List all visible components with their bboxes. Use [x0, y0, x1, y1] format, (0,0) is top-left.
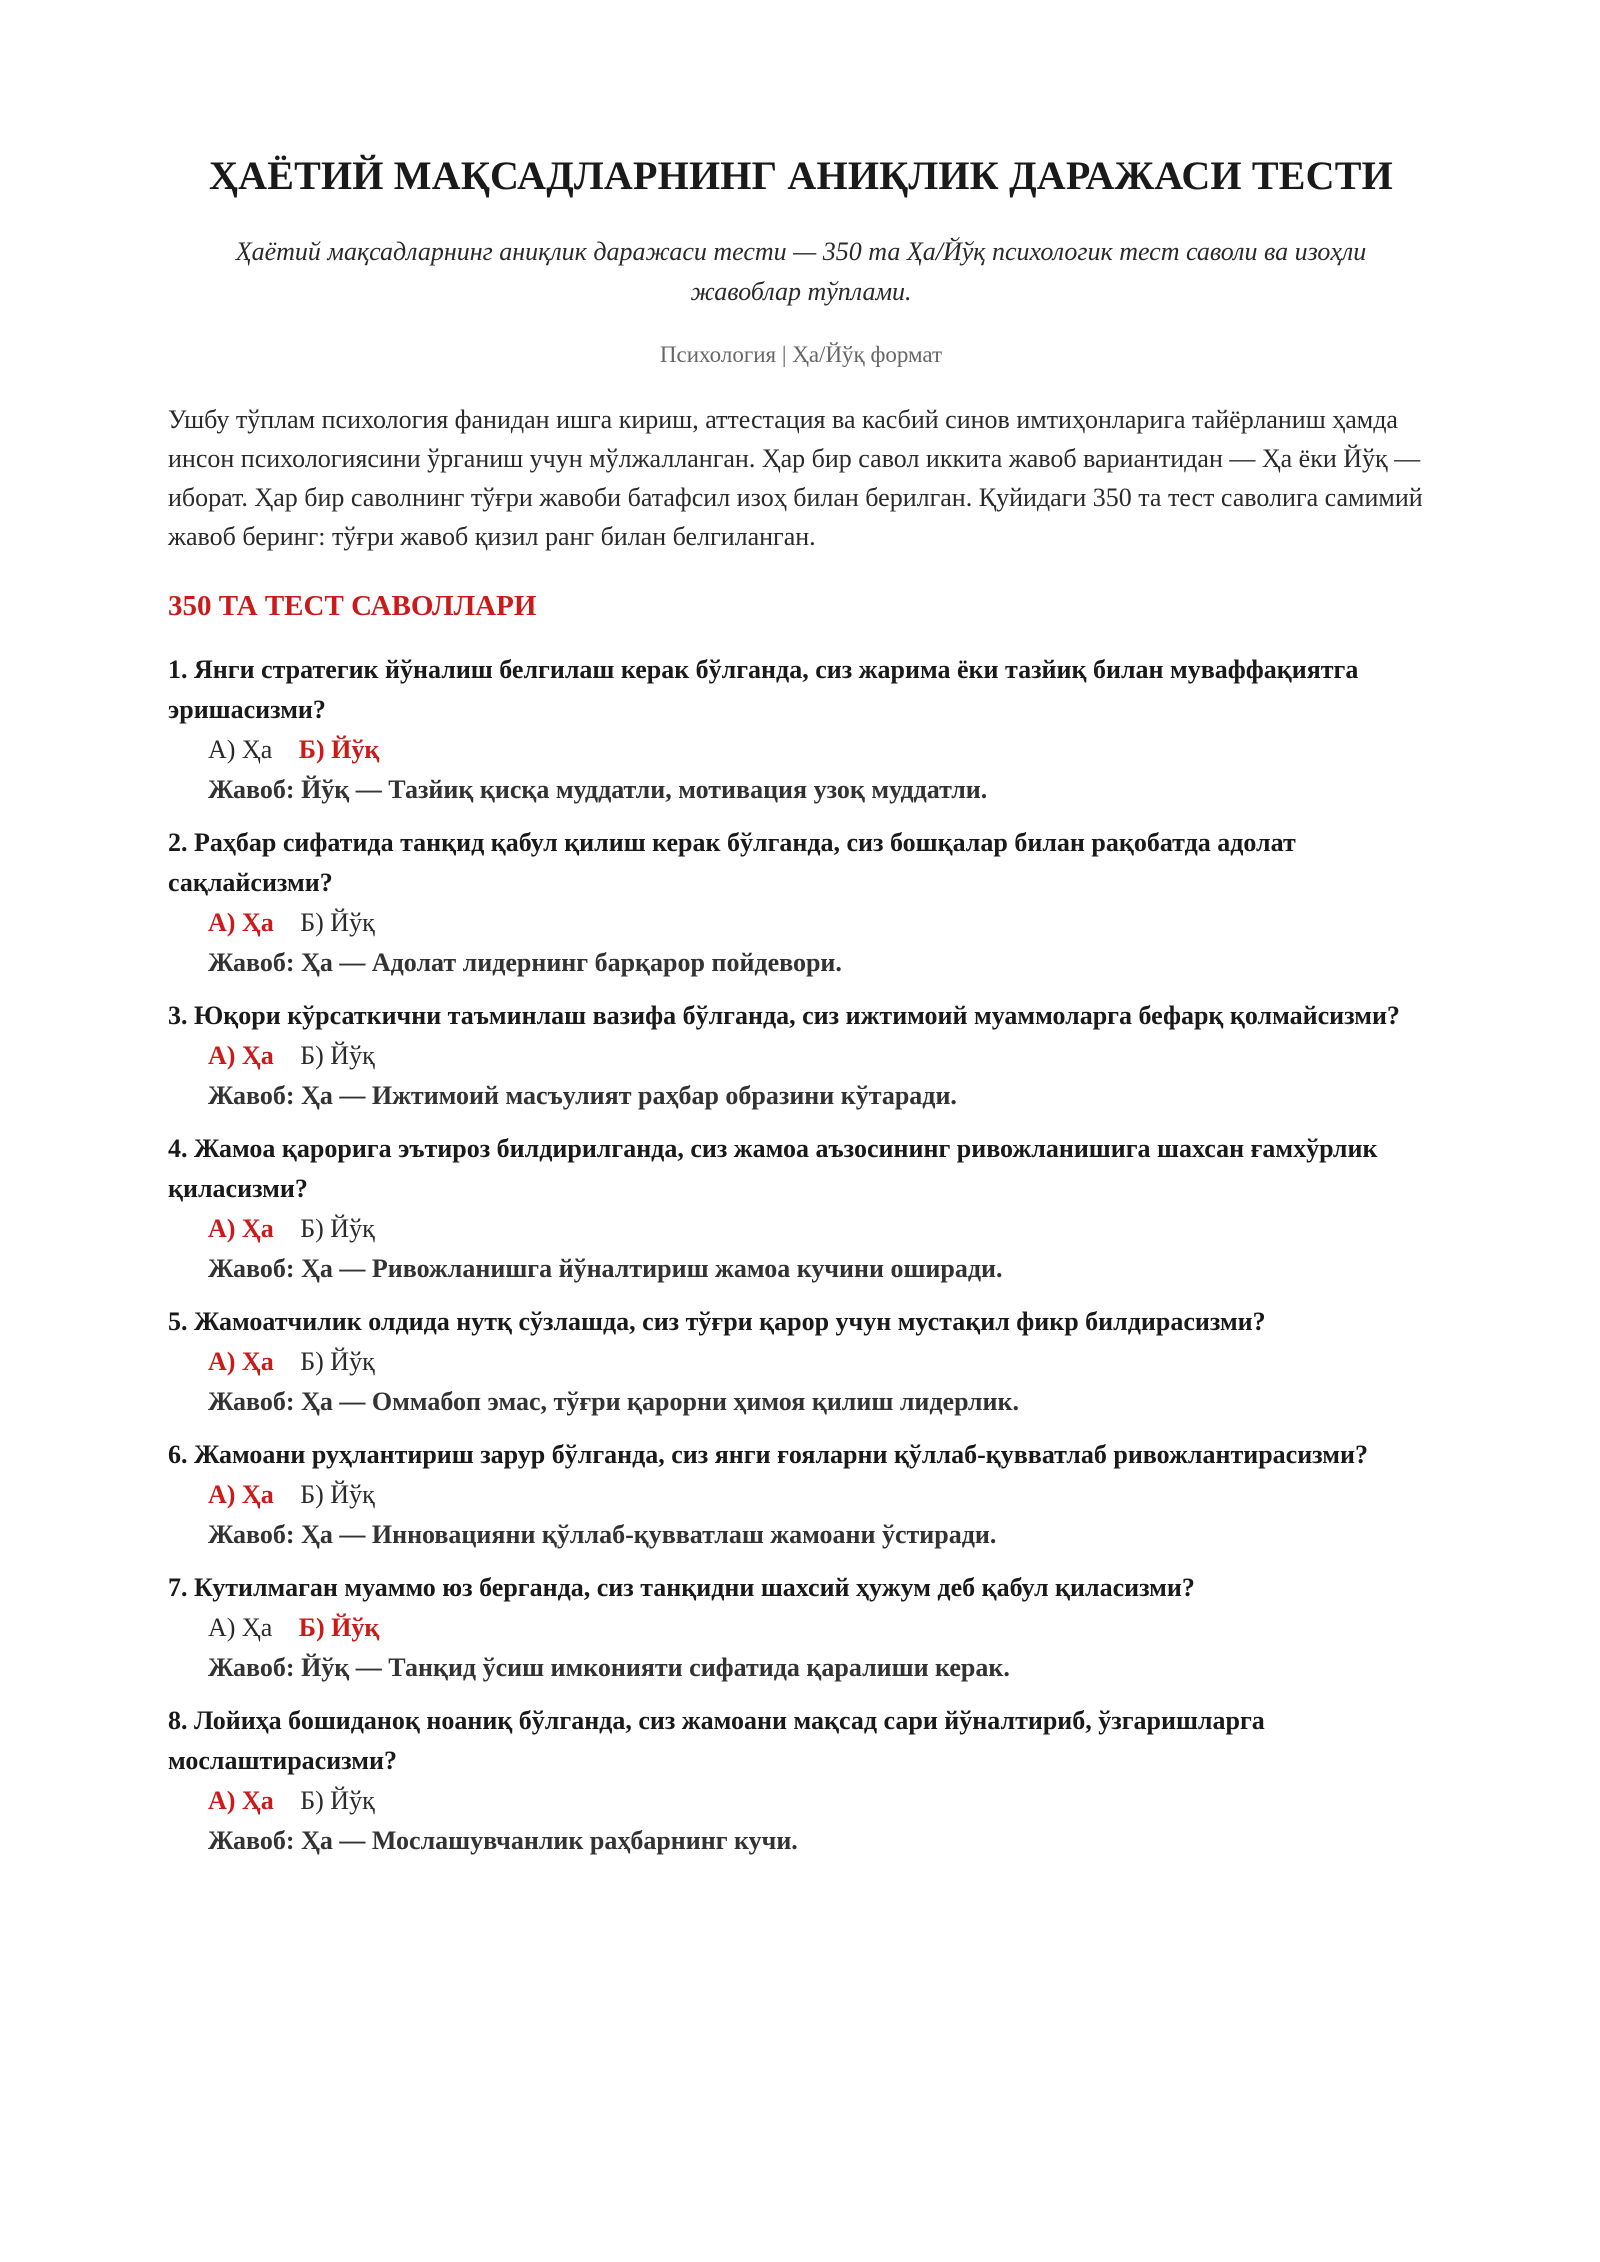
- option-a: А) Ҳа: [208, 1786, 274, 1815]
- answer-options: [168, 903, 1434, 943]
- option-a: А) Ҳа: [208, 1347, 274, 1376]
- answer-options: [168, 730, 1434, 770]
- answer-explanation: Жавоб: Йўқ — Тазйиқ қисқа муддатли, мотивация узоқ муддатли.: [208, 775, 988, 804]
- document-page: [168, 0, 1434, 1874]
- answer-explanation: Жавоб: Ҳа — Оммабоп эмас, тўғри қарорни ҳимоя қилиш лидерлик.: [208, 1387, 1019, 1416]
- question-item: [168, 1302, 1434, 1422]
- option-b: Б) Йўқ: [298, 735, 380, 764]
- question-text: 4. Жамоа қарорига эътироз билдирилганда, сиз жамоа аъзосининг ривожланишига шахсан ғамхўрлик қиласизми?: [168, 1134, 1378, 1203]
- intro-paragraph: Ушбу тўплам психология фанидан ишга кириш, аттестация ва касбий синов имтиҳонларига тайёрланиш ҳамда инсон психологиясини ўрганиш учун мўлжалланган. Ҳар бир савол иккита жавоб вариантидан — Ҳа ёки Йўқ — иборат. Ҳар бир саволнинг тўғри жавоби батафсил изоҳ билан берилган. Қуйидаги 350 та тест саволига самимий жавоб беринг: тўғри жавоб қизил ранг билан белгиланган.: [168, 405, 1423, 551]
- question-text: 8. Лойиҳа бошиданоқ ноаниқ бўлганда, сиз жамоани мақсад сари йўналтириб, ўзгаришларга мослаштирасизми?: [168, 1706, 1265, 1775]
- answer-explanation: Жавоб: Ҳа — Инновацияни қўллаб-қувватлаш жамоани ўстиради.: [208, 1520, 997, 1549]
- option-a: А) Ҳа: [208, 1214, 274, 1243]
- question-item: [168, 1701, 1434, 1861]
- option-a: А) Ҳа: [208, 1041, 274, 1070]
- option-a: А) Ҳа: [208, 908, 274, 937]
- answer-explanation: Жавоб: Ҳа — Ижтимоий масъулият раҳбар образини кўтаради.: [208, 1081, 957, 1110]
- answer-explanation: Жавоб: Ҳа — Ривожланишга йўналтириш жамоа кучини оширади.: [208, 1254, 1003, 1283]
- document-title: ҲАЁТИЙ МАҚСАДЛАРНИНГ АНИҚЛИК ДАРАЖАСИ ТЕСТИ: [209, 153, 1393, 198]
- question-text: 5. Жамоатчилик олдида нутқ сўзлашда, сиз тўғри қарор учун мустақил фикр билдирасизми?: [168, 1307, 1266, 1336]
- question-item: [168, 823, 1434, 983]
- question-item: [168, 1129, 1434, 1289]
- option-b: Б) Йўқ: [298, 1613, 380, 1642]
- answer-explanation: Жавоб: Ҳа — Адолат лидернинг барқарор пойдевори.: [208, 948, 842, 977]
- option-a: А) Ҳа: [208, 1613, 273, 1642]
- answer-options: [168, 1608, 1434, 1648]
- answer-options: [168, 1342, 1434, 1382]
- answer-options: [168, 1475, 1434, 1515]
- question-text: 2. Раҳбар сифатида танқид қабул қилиш керак бўлганда, сиз бошқалар билан рақобатда адолат сақлайсизми?: [168, 828, 1296, 897]
- question-text: 6. Жамоани руҳлантириш зарур бўлганда, сиз янги ғояларни қўллаб-қувватлаб ривожлантирасизми?: [168, 1440, 1368, 1469]
- option-b: Б) Йўқ: [300, 1786, 375, 1815]
- option-b: Б) Йўқ: [300, 1214, 375, 1243]
- question-list: [168, 650, 1434, 1861]
- answer-options: [168, 1036, 1434, 1076]
- document-subtitle: Ҳаётий мақсадларнинг аниқлик даражаси тести — 350 та Ҳа/Йўқ психологик тест саволи ва изоҳли жавоблар тўплами.: [235, 237, 1367, 306]
- question-item: [168, 996, 1434, 1116]
- question-item: [168, 1568, 1434, 1688]
- question-item: [168, 1435, 1434, 1555]
- document-meta: Психология | Ҳа/Йўқ формат: [659, 342, 943, 367]
- answer-explanation: Жавоб: Йўқ — Танқид ўсиш имконияти сифатида қаралиши керак.: [208, 1653, 1010, 1682]
- option-b: Б) Йўқ: [300, 1480, 375, 1509]
- option-a: А) Ҳа: [208, 735, 273, 764]
- option-b: Б) Йўқ: [300, 1347, 375, 1376]
- option-b: Б) Йўқ: [300, 1041, 375, 1070]
- question-item: [168, 650, 1434, 810]
- question-text: 7. Кутилмаган муаммо юз берганда, сиз танқидни шахсий ҳужум деб қабул қиласизми?: [168, 1573, 1195, 1602]
- answer-options: [168, 1209, 1434, 1249]
- section-title: 350 ТА ТЕСТ САВОЛЛАРИ: [168, 590, 537, 622]
- question-text: 1. Янги стратегик йўналиш белгилаш керак бўлганда, сиз жарима ёки тазйиқ билан муваффақиятга эришасизми?: [168, 655, 1359, 724]
- question-text: 3. Юқори кўрсаткични таъминлаш вазифа бўлганда, сиз ижтимоий муаммоларга бефарқ қолмайсизми?: [168, 1001, 1400, 1030]
- answer-explanation: Жавоб: Ҳа — Мослашувчанлик раҳбарнинг кучи.: [208, 1826, 798, 1855]
- answer-options: [168, 1781, 1434, 1821]
- option-b: Б) Йўқ: [300, 908, 375, 937]
- option-a: А) Ҳа: [208, 1480, 274, 1509]
